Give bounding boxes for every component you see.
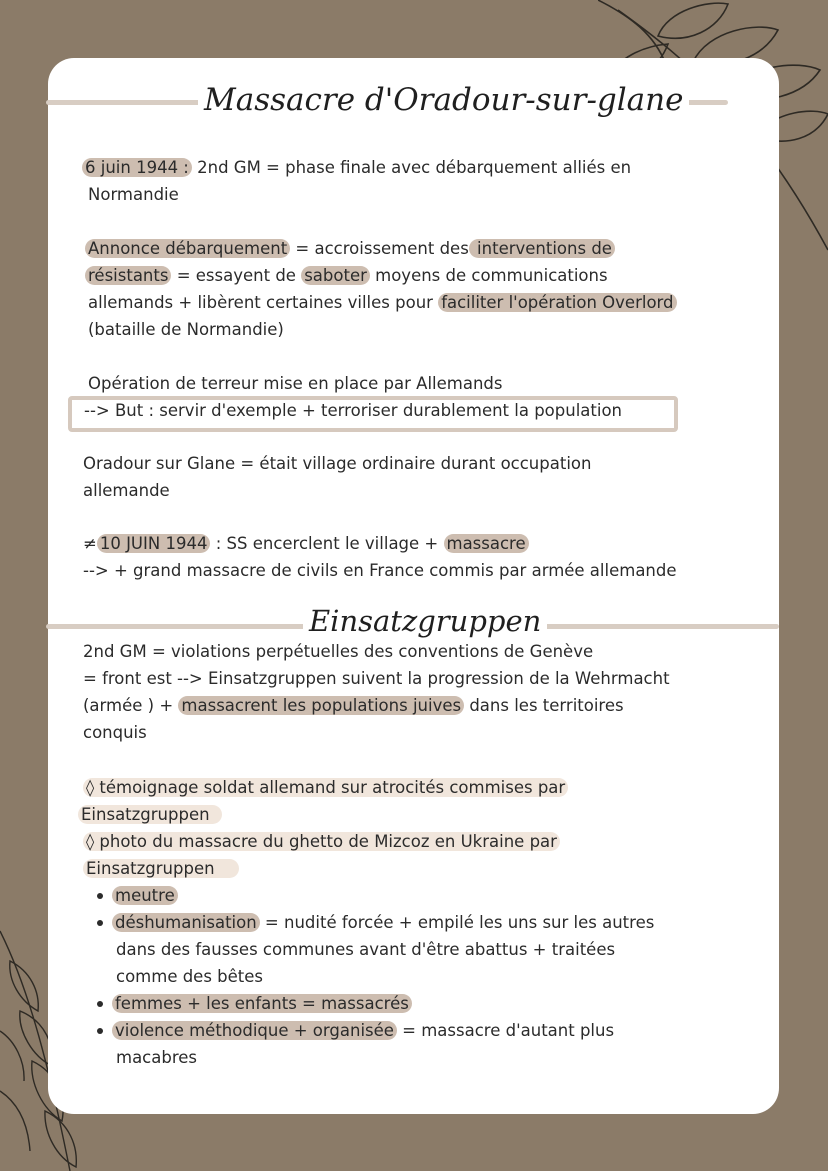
- highlight: faciliter l'opération Overlord: [438, 293, 676, 312]
- title-underline-right: [513, 624, 779, 629]
- paragraph-line: = front est --> Einsatzgruppen suivent la progression de la Wehrmacht: [83, 669, 670, 688]
- light-highlight: ◊ témoignage soldat allemand sur atrocités commises par: [83, 778, 568, 797]
- bullet-item: [112, 909, 654, 936]
- light-highlight: ◊ photo du massacre du ghetto de Mizcoz en Ukraine par: [83, 832, 560, 851]
- paragraph-line: [83, 774, 568, 801]
- paragraph-line: [85, 235, 615, 262]
- paragraph-line: [83, 855, 239, 882]
- paragraph-line: [85, 262, 608, 289]
- text-span: 2nd GM = phase finale avec débarquement alliés en: [191, 158, 632, 177]
- paragraph-line: [83, 828, 560, 855]
- date-highlight: 6 juin 1944 :: [82, 158, 192, 177]
- note-card: [48, 58, 779, 1114]
- text-span: = nudité forcée + empilé les uns sur les autres: [259, 913, 655, 932]
- section-title-einsatzgruppen: Einsatzgruppen: [303, 604, 547, 638]
- paragraph-line: --> But : servir d'exemple + terroriser durablement la population: [84, 401, 623, 420]
- paragraph-line: 2nd GM = violations perpétuelles des conventions de Genève: [83, 642, 594, 661]
- paragraph-line: Oradour sur Glane = était village ordinaire durant occupation: [83, 454, 592, 473]
- date-highlight: 10 JUIN 1944: [97, 534, 211, 553]
- paragraph-line: [78, 801, 222, 828]
- text-span: = accroissement des: [290, 239, 469, 258]
- text-span: = essayent de: [171, 266, 302, 285]
- highlight: massacrent les populations juives: [178, 696, 464, 715]
- title-underline-left: [46, 624, 306, 629]
- highlight: massacre: [444, 534, 529, 553]
- bullet-item-continuation: macabres: [116, 1048, 198, 1067]
- paragraph-line: [82, 154, 631, 181]
- highlight: interventions de: [469, 239, 615, 258]
- bullet-item-continuation: dans des fausses communes avant d'être abattus + traitées: [116, 940, 616, 959]
- paragraph-line: conquis: [83, 723, 147, 742]
- highlight: saboter: [301, 266, 370, 285]
- bullet-dot: [97, 893, 103, 899]
- text-span: = massacre d'autant plus: [396, 1021, 615, 1040]
- title-underline-left: [46, 100, 206, 105]
- paragraph-line: Opération de terreur mise en place par Allemands: [88, 374, 503, 393]
- highlight: femmes + les enfants = massacrés: [112, 994, 412, 1013]
- bullet-dot: [97, 1001, 103, 1007]
- paragraph-line: (bataille de Normandie): [88, 320, 284, 339]
- bullet-dot: [97, 920, 103, 926]
- highlight: meutre: [112, 886, 178, 905]
- bullet-dot: [97, 1028, 103, 1034]
- light-highlight: Einsatzgruppen: [83, 859, 239, 878]
- text-span: allemands + libèrent certaines villes pour: [88, 293, 439, 312]
- paragraph-line: allemande: [83, 481, 170, 500]
- highlight: violence méthodique + organisée: [112, 1021, 397, 1040]
- paragraph-line: [83, 530, 529, 557]
- paragraph-line: [83, 692, 624, 719]
- bullet-item: [112, 1017, 614, 1044]
- text-span: (armée ) +: [83, 696, 179, 715]
- highlight: résistants: [85, 266, 171, 285]
- bullet-item: [112, 990, 412, 1017]
- text-span: dans les territoires: [464, 696, 624, 715]
- highlight: déshumanisation: [112, 913, 260, 932]
- light-highlight: Einsatzgruppen: [78, 805, 222, 824]
- paragraph-line: Normandie: [88, 185, 179, 204]
- bullet-item: [112, 882, 178, 909]
- text-span: : SS encerclent le village +: [210, 534, 444, 553]
- paragraph-line: [88, 289, 677, 316]
- highlight: Annonce débarquement: [85, 239, 290, 258]
- section-title-oradour: Massacre d'Oradour-sur-glane: [198, 82, 689, 118]
- text-span: moyens de communications: [369, 266, 608, 285]
- paragraph-line: --> + grand massacre de civils en France commis par armée allemande: [83, 561, 677, 580]
- text-span: ≠: [83, 534, 97, 553]
- bullet-item-continuation: comme des bêtes: [116, 967, 264, 986]
